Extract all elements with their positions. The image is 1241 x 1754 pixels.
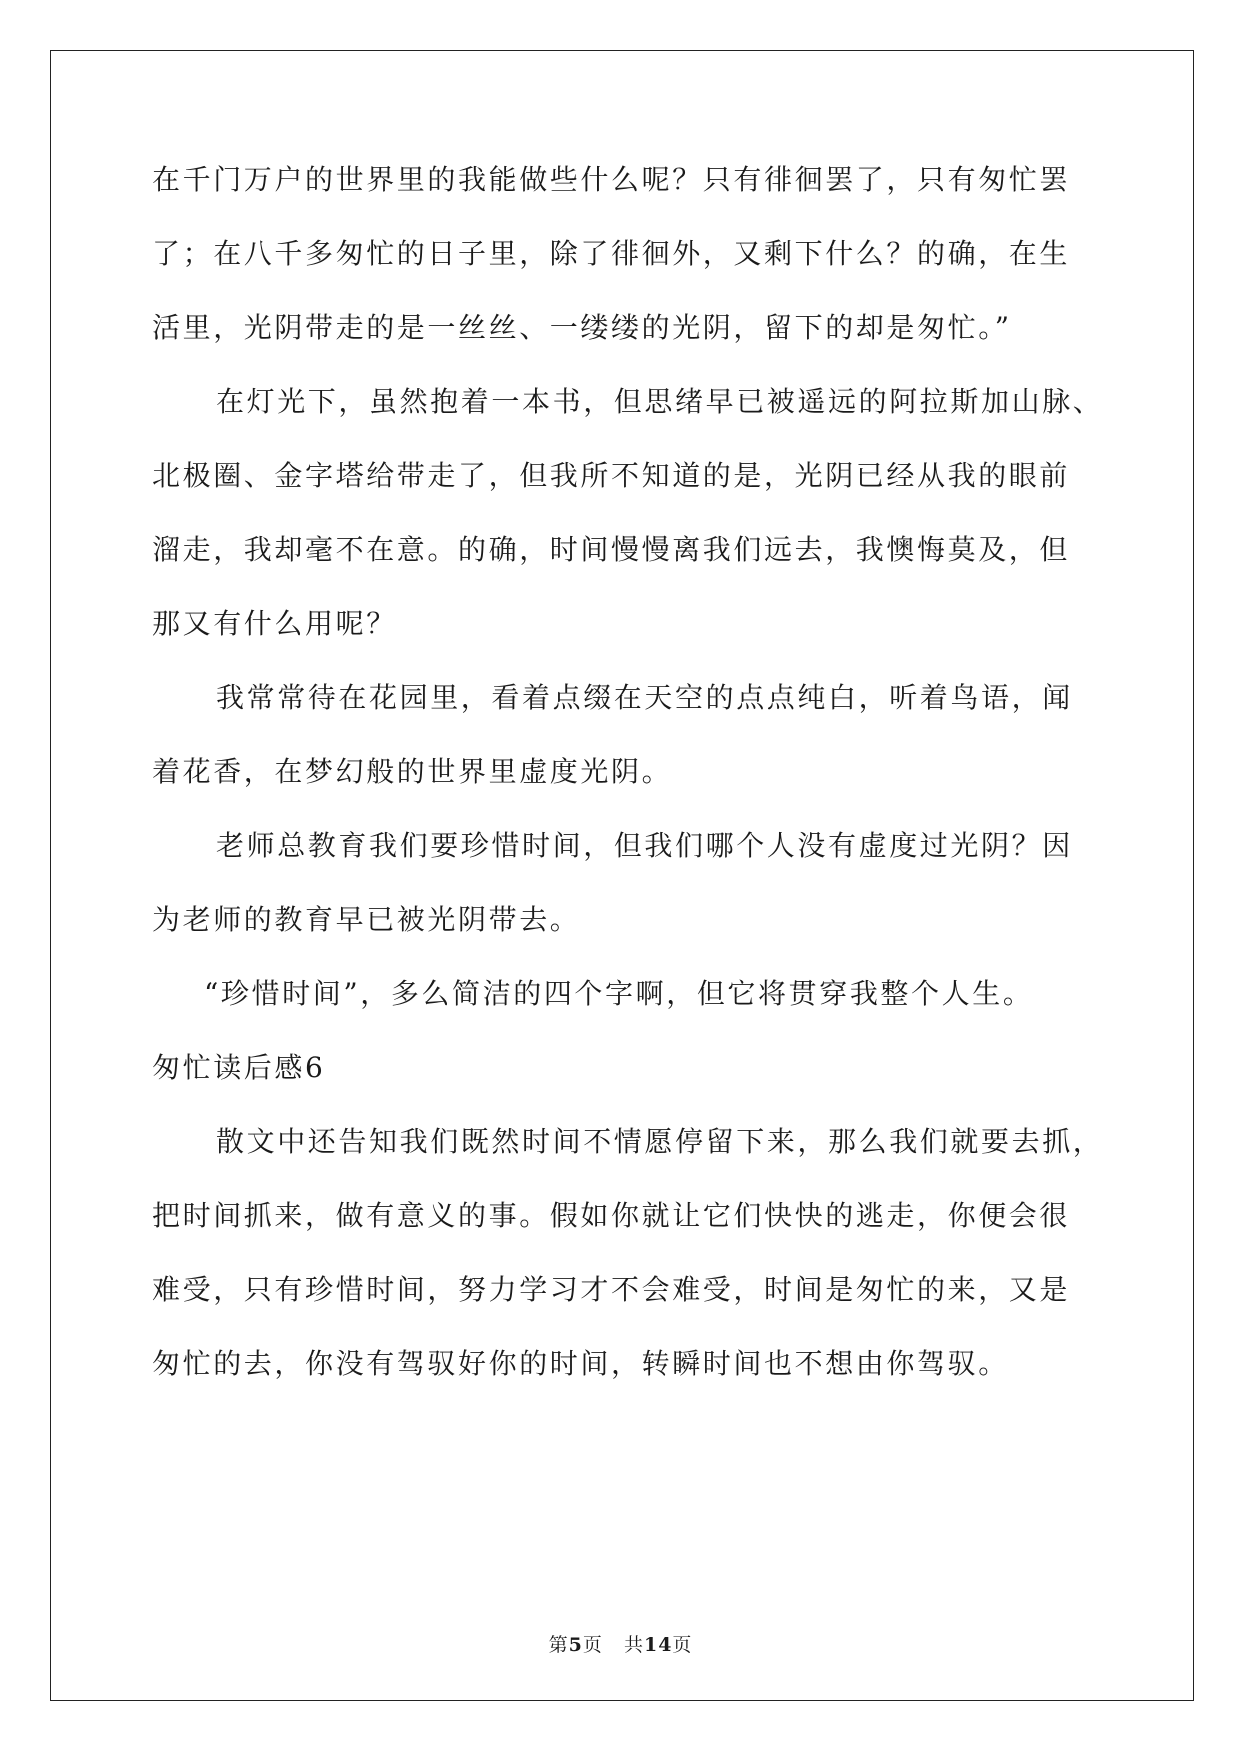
paragraph-line: 那又有什么用呢？ bbox=[152, 607, 397, 640]
paragraph-line: 难受，只有珍惜时间，努力学习才不会难受，时间是匆忙的来，又是 bbox=[152, 1273, 1071, 1306]
paragraph-line: 把时间抓来，做有意义的事。假如你就让它们快快的逃走，你便会很 bbox=[152, 1199, 1071, 1232]
paragraph-line: 在千门万户的世界里的我能做些什么呢？只有徘徊罢了，只有匆忙罢 bbox=[152, 163, 1071, 196]
paragraph-line: 着花香，在梦幻般的世界里虚度光阴。 bbox=[152, 755, 673, 788]
current-page-number: 5 bbox=[568, 1634, 583, 1656]
paragraph-line: 为老师的教育早已被光阴带去。 bbox=[152, 903, 581, 936]
paragraph-line: 北极圈、金字塔给带走了，但我所不知道的是，光阴已经从我的眼前 bbox=[152, 459, 1071, 492]
page-border bbox=[50, 50, 1194, 1701]
paragraph-line: 我常常待在花园里，看着点缀在天空的点点纯白，听着鸟语，闻 bbox=[216, 681, 1073, 714]
footer-total-prefix: 共 bbox=[623, 1634, 644, 1656]
footer-prefix: 第 bbox=[548, 1634, 569, 1656]
total-page-count: 14 bbox=[643, 1634, 673, 1656]
paragraph-line: 活里，光阴带走的是一丝丝、一缕缕的光阴，留下的却是匆忙。” bbox=[152, 311, 1012, 344]
paragraph-line: 老师总教育我们要珍惜时间，但我们哪个人没有虚度过光阴？因 bbox=[216, 829, 1073, 862]
paragraph-line: 在灯光下，虽然抱着一本书，但思绪早已被遥远的阿拉斯加山脉、 bbox=[216, 385, 1104, 418]
footer-total-suffix: 页 bbox=[672, 1634, 693, 1656]
paragraph-line: 散文中还告知我们既然时间不情愿停留下来，那么我们就要去抓， bbox=[216, 1125, 1104, 1158]
page-footer bbox=[0, 1630, 1241, 1657]
paragraph-line: 匆忙的去，你没有驾驭好你的时间，转瞬时间也不想由你驾驭。 bbox=[152, 1347, 1009, 1380]
paragraph-line: 了；在八千多匆忙的日子里，除了徘徊外，又剩下什么？的确，在生 bbox=[152, 237, 1071, 270]
paragraph-line: “珍惜时间”，多么简洁的四个字啊，但它将贯穿我整个人生。 bbox=[204, 977, 1034, 1010]
section-heading: 匆忙读后感6 bbox=[152, 1051, 326, 1084]
footer-page-suffix: 页 bbox=[582, 1634, 603, 1656]
paragraph-line: 溜走，我却毫不在意。的确，时间慢慢离我们远去，我懊悔莫及，但 bbox=[152, 533, 1071, 566]
